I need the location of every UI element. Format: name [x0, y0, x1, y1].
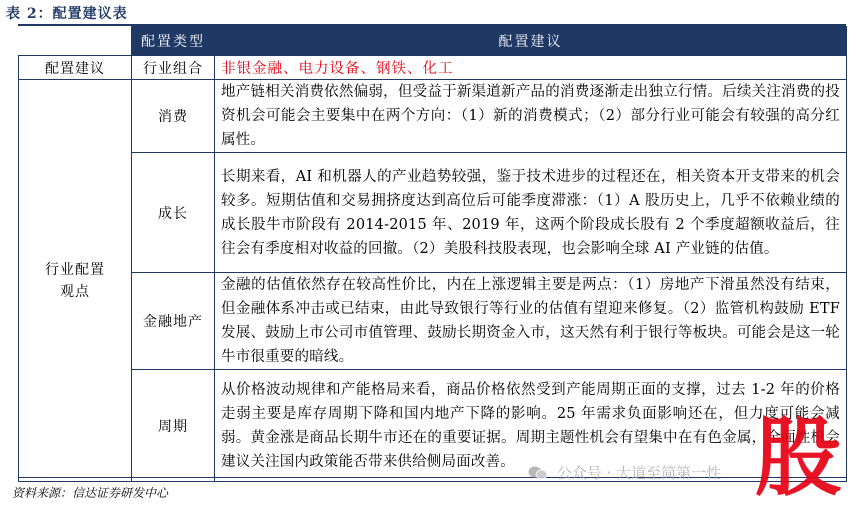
logo-glyph: 股 — [755, 408, 841, 505]
wechat-icon — [528, 466, 548, 480]
row-text-cyclical: 从价格波动规律和产能格局来看，商品价格依然受到产能周期正面的支撑，过去 1-2 年的价格走弱主要是库存周期下降和国内地产下降的影响。25 年需求负面影响还在，但力度可能会减弱。黄金涨是商品长期牛市还在的重要证据。周期主题性机会有望集中在有色金属，全面性机会建议关注国内政策能否带来供给侧局面改善。 — [215, 370, 847, 482]
row-text-growth: 长期来看，AI 和机器人的产业趋势较强，鉴于技术进步的过程还在，相关资本开支带来的机会较多。短期估值和交易拥挤度达到高位后可能季度滞涨：（1）A 股历史上，几乎不依赖业绩的成长股牛市阶段有 2014-2015 年、2019 年，这两个阶段成长股有 2 个季度超额收益后，往往会有季度相对收益的回撤。（2）美股科技股表现，也会影响全球 AI 产业链的估值。 — [215, 153, 847, 273]
source-note: 资料来源：信达证券研发中心 — [12, 486, 169, 500]
header-config-type: 配置类型 — [132, 27, 215, 56]
watermark — [528, 462, 721, 483]
watermark-text: 公众号 · 大道至简第一性 — [556, 464, 722, 482]
header-config-suggestion: 配置建议 — [215, 27, 847, 56]
row-text-consumption: 地产链相关消费依然偏弱，但受益于新渠道新产品的消费逐渐走出独立行情。后续关注消费的投资机会可能会主要集中在两个方向：（1）新的消费模式；（2）部分行业可能会有较强的高分红属性。 — [215, 80, 847, 153]
table-row — [19, 80, 847, 153]
row-text-finance-realestate: 金融的估值依然存在较高性价比，内在上涨逻辑主要是两点：（1）房地产下滑虽然没有结束，但金融体系冲击或已结束，由此导致银行等行业的估值有望迎来修复。（2）监管机构鼓励 ETF 发展、鼓励上市公司市值管理、鼓励长期资金入市，这天然有利于银行等板块。可能会是这一轮牛市很重要的暗线。 — [215, 273, 847, 370]
bottom-rule — [18, 477, 846, 478]
industry-combo-value: 非银金融、电力设备、钢铁、化工 — [215, 56, 847, 80]
row-type-industry-combo: 行业组合 — [132, 56, 215, 80]
table-row — [19, 153, 847, 273]
row-type-consumption: 消费 — [132, 80, 215, 153]
table-row — [19, 273, 847, 370]
table-row — [19, 56, 847, 80]
header-blank-cell — [19, 27, 132, 56]
stock-logo-icon — [748, 405, 848, 505]
row-type-finance-realestate: 金融地产 — [132, 273, 215, 370]
table-title: 表 2：配置建议表 — [6, 6, 128, 22]
group-label-industry-view — [19, 80, 132, 482]
table-row — [19, 370, 847, 482]
row-type-cyclical: 周期 — [132, 370, 215, 482]
row-category-config: 配置建议 — [19, 56, 132, 80]
group-label-text: 行业配置观点 — [45, 261, 105, 300]
row-type-growth: 成长 — [132, 153, 215, 273]
config-table — [18, 26, 847, 482]
header-row — [19, 27, 847, 56]
